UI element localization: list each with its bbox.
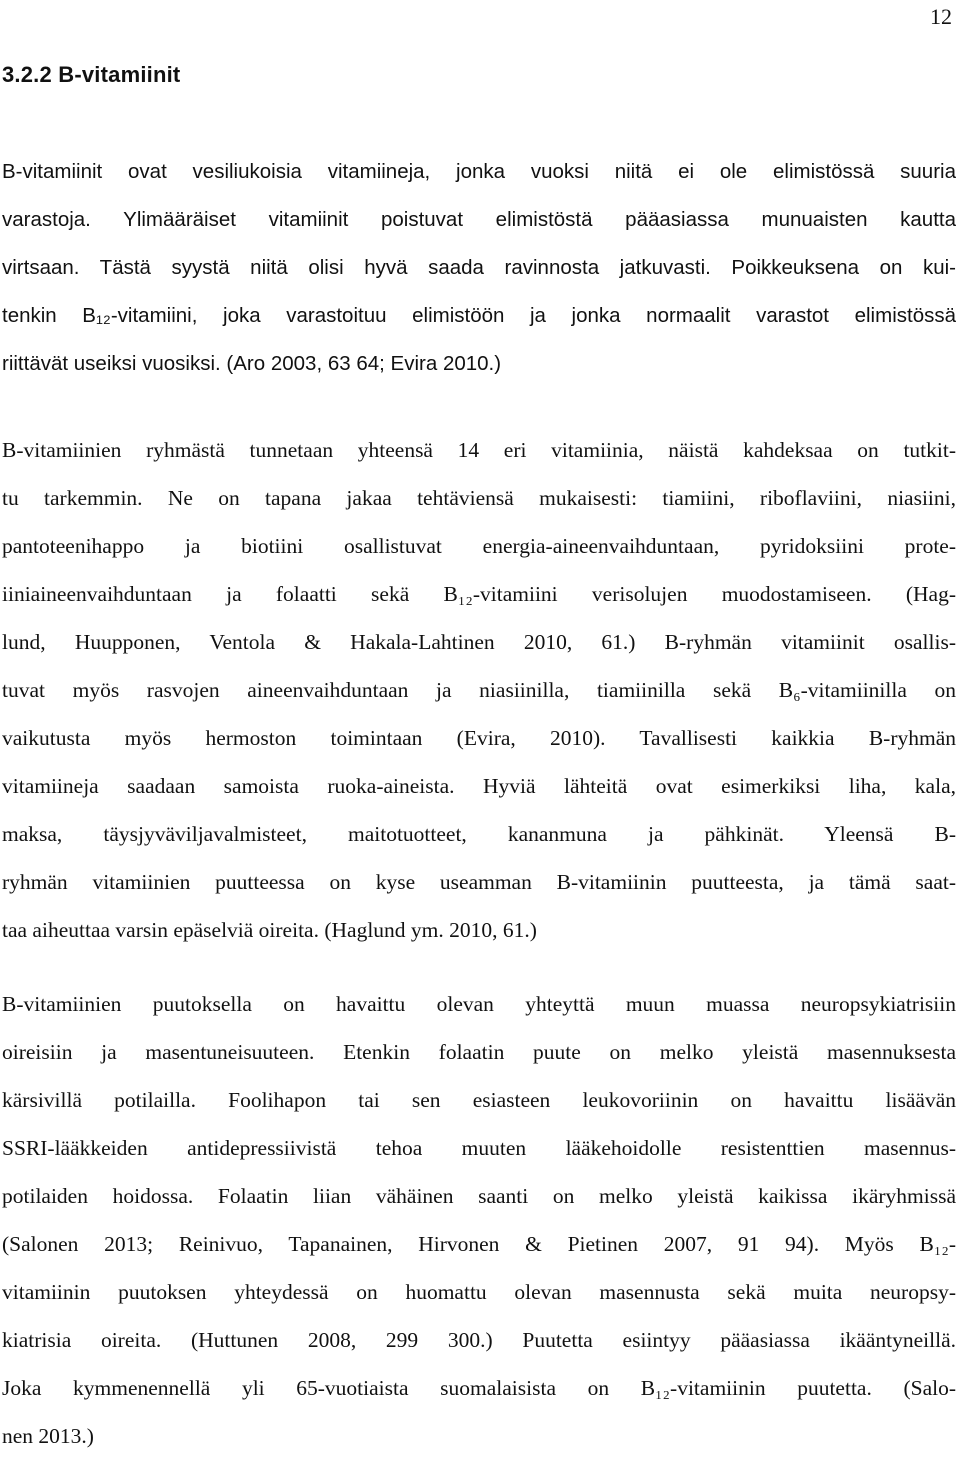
text-line: pantoteenihappo ja biotiini osallistuvat energia-aineenvaihduntaan, pyridoksiini prote-: [2, 534, 956, 558]
text-line: nen 2013.): [2, 1424, 94, 1448]
text-line: varastoja. Ylimääräiset vitamiinit poistuvat elimistöstä pääasiassa munuaisten kautta: [2, 208, 956, 231]
text-line: tuvat myös rasvojen aineenvaihduntaan ja niasiinilla, tiamiinilla sekä B₆-vitamiinilla on: [2, 678, 956, 702]
text-line: virtsaan. Tästä syystä niitä olisi hyvä saada ravinnosta jatkuvasti. Poikkeuksena on kui-: [2, 256, 956, 279]
text-line: taa aiheuttaa varsin epäselviä oireita. (Haglund ym. 2010, 61.): [2, 918, 537, 942]
text-line: tu tarkemmin. Ne on tapana jakaa tehtäviensä mukaisesti: tiamiini, riboflaviini, niasiini,: [2, 486, 956, 510]
text-line: vitamiinin puutoksen yhteydessä on huomattu olevan masennusta sekä muita neuropsy-: [2, 1280, 956, 1304]
text-line: B-vitamiinien puutoksella on havaittu olevan yhteyttä muun muassa neuropsykiatrisiin: [2, 992, 956, 1016]
text-line: B-vitamiinit ovat vesiliukoisia vitamiineja, jonka vuoksi niitä ei ole elimistössä suuria: [2, 160, 956, 183]
text-line: potilaiden hoidossa. Folaatin liian vähäinen saanti on melko yleistä kaikissa ikäryhmissä: [2, 1184, 956, 1208]
text-line: kiatrisia oireita. (Huttunen 2008, 299 300.) Puutetta esiintyy pääasiassa ikääntyneillä.: [2, 1328, 956, 1352]
text-line: Joka kymmenennellä yli 65-vuotiaista suomalaisista on B₁₂-vitamiinin puutetta. (Salo-: [2, 1376, 956, 1400]
text-line: oireisiin ja masentuneisuuteen. Etenkin folaatin puute on melko yleistä masennuksesta: [2, 1040, 956, 1064]
text-line: B-vitamiinien ryhmästä tunnetaan yhteensä 14 eri vitamiinia, näistä kahdeksaa on tutkit-: [2, 438, 956, 462]
text-line: iiniaineenvaihduntaan ja folaatti sekä B₁₂-vitamiini verisolujen muodostamiseen. (Hag-: [2, 582, 956, 606]
section-heading: 3.2.2 B-vitamiinit: [2, 62, 181, 87]
text-line: kärsivillä potilailla. Foolihapon tai sen esiasteen leukovoriinin on havaittu lisäävän: [2, 1088, 956, 1112]
text-line: vaikutusta myös hermoston toimintaan (Evira, 2010). Tavallisesti kaikkia B-ryhmän: [2, 726, 956, 750]
text-line: vitamiineja saadaan samoista ruoka-aineista. Hyviä lähteitä ovat esimerkiksi liha, kala,: [2, 774, 956, 798]
paragraph-1: [2, 148, 956, 388]
text-line: ryhmän vitamiinien puutteessa on kyse useamman B-vitamiinin puutteesta, ja tämä saat-: [2, 870, 956, 894]
page-number: 12: [930, 4, 952, 29]
paragraph-2: [2, 426, 956, 954]
text-line: tenkin B₁₂-vitamiini, joka varastoituu elimistöön ja jonka normaalit varastot elimistössä: [2, 304, 956, 327]
text-line: riittävät useiksi vuosiksi. (Aro 2003, 63 64; Evira 2010.): [2, 352, 502, 375]
text-line: lund, Huupponen, Ventola & Hakala-Lahtinen 2010, 61.) B-ryhmän vitamiinit osallis-: [2, 630, 956, 654]
text-line: SSRI-lääkkeiden antidepressiivistä tehoa muuten lääkehoidolle resistenttien masennus-: [2, 1136, 956, 1160]
text-line: maksa, täysjyväviljavalmisteet, maitotuotteet, kananmuna ja pähkinät. Yleensä B-: [2, 822, 956, 846]
text-line: (Salonen 2013; Reinivuo, Tapanainen, Hirvonen & Pietinen 2007, 91 94). Myös B₁₂-: [2, 1232, 956, 1256]
paragraph-3: [2, 980, 956, 1460]
